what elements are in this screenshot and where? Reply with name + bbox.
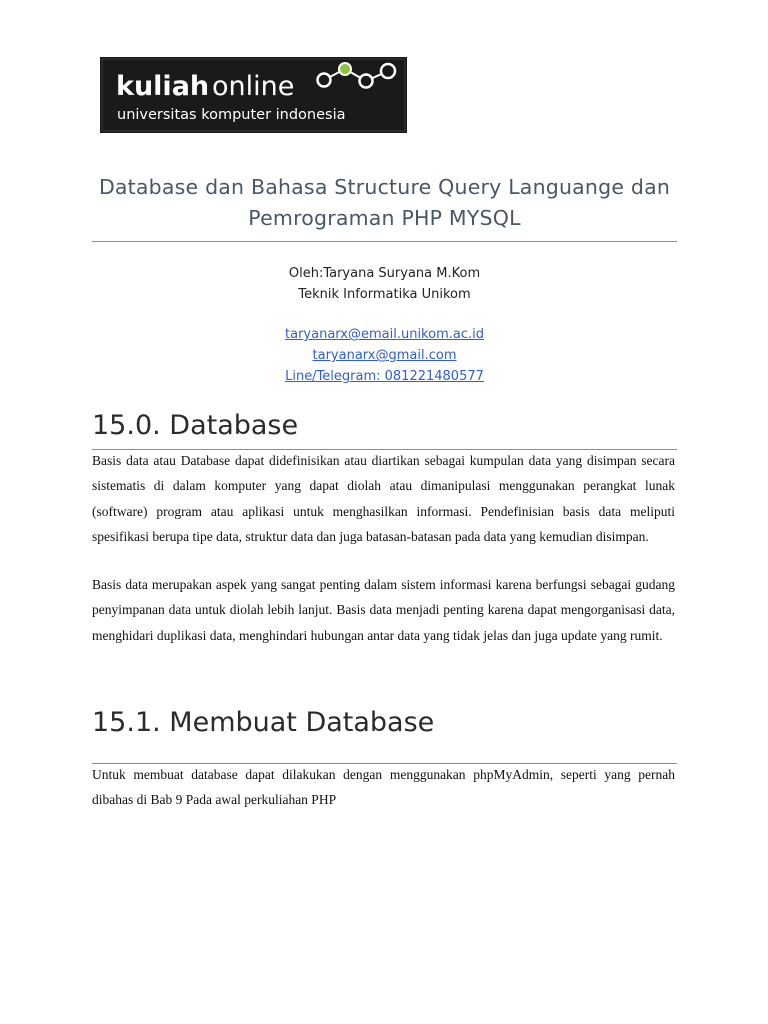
document-title: Database dan Bahasa Structure Query Languange dan Pemrograman PHP MYSQL	[98, 175, 671, 230]
author-department: Teknik Informatika Unikom	[298, 287, 471, 302]
paragraph-database-importance: Basis data merupakan aspek yang sangat penting dalam sistem informasi karena berfungsi sebagai gudang penyimpanan data untuk diolah lebih lanjut. Basis data menjadi penting karena dapat mengorganisasi data, menghidari duplikasi data, menghindari hubungan antar data yang tidak jelas dan juga update yang rumit.	[92, 577, 675, 643]
section-heading-membuat-database: 15.1. Membuat Database	[92, 707, 435, 738]
line-telegram-link[interactable]: Line/Telegram: 081221480577	[285, 369, 484, 384]
kuliahonline-logo-image	[100, 57, 407, 133]
contact-info	[92, 324, 677, 387]
email-link-unikom[interactable]: taryanarx@email.unikom.ac.id	[285, 327, 484, 342]
paragraph-database-definition: Basis data atau Database dapat didefinisikan atau diartikan sebagai kumpulan data yang disimpan secara sistematis di dalam komputer yang dapat diolah atau dimanipulasi menggunakan perangkat lunak (software) program atau aplikasi untuk menghasilkan informasi. Pendefinisian basis data meliputi spesifikasi berupa tipe data, struktur data dan juga batasan-batasan pada data yang kemudian disimpan.	[92, 453, 675, 545]
paragraph-membuat-database: Untuk membuat database dapat dilakukan dengan menggunakan phpMyAdmin, seperti yang pernah dibahas di Bab 9 Pada awal perkuliahan PHP	[92, 767, 675, 808]
svg-text:kuliah: kuliah	[116, 71, 210, 102]
email-link-gmail[interactable]: taryanarx@gmail.com	[312, 348, 457, 363]
kuliahonline-logo	[100, 57, 407, 133]
section-heading-database: 15.0. Database	[92, 410, 299, 441]
svg-text:universitas komputer indonesia: universitas komputer indonesia	[117, 107, 346, 123]
svg-text:online: online	[212, 71, 295, 102]
title-divider	[92, 241, 677, 242]
author-info	[92, 263, 677, 305]
author-name: Oleh:Taryana Suryana M.Kom	[288, 266, 481, 281]
